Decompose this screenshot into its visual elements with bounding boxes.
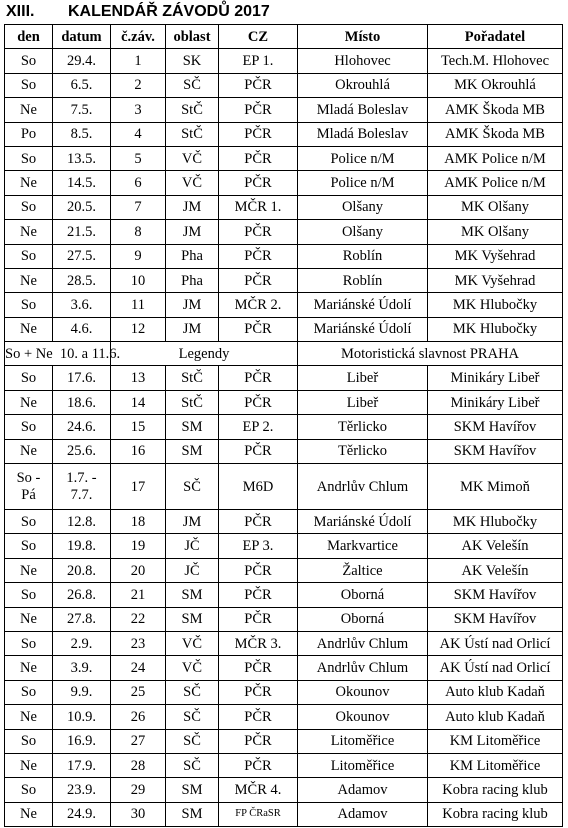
cell-datum: 13.5. (53, 146, 111, 170)
cell-misto: Litoměřice (298, 753, 428, 777)
cell-den: So (5, 680, 53, 704)
cell-cz: PČR (219, 171, 298, 195)
cell-poradatel: SKM Havířov (428, 415, 563, 439)
cell-poradatel: AMK Škoda MB (428, 98, 563, 122)
cell-den: So (5, 195, 53, 219)
cell-den: Ne (5, 753, 53, 777)
cell-misto: Okrouhlá (298, 73, 428, 97)
page-title (6, 1, 270, 23)
cell-den: Ne (5, 98, 53, 122)
table-row (5, 753, 563, 777)
cell-misto: Mariánské Údolí (298, 317, 428, 341)
cell-cislo: 29 (111, 778, 166, 802)
cell-cislo: 2 (111, 73, 166, 97)
column-header-den: den (5, 25, 53, 49)
den-line-1: So - (16, 469, 41, 486)
table-body-part1 (5, 49, 563, 342)
cell-poradatel: AK Velešín (428, 534, 563, 558)
cell-cislo: 5 (111, 146, 166, 170)
cell-datum: 26.8. (53, 583, 111, 607)
cell-cz: PČR (219, 510, 298, 534)
cell-poradatel: AK Ústí nad Orlicí (428, 656, 563, 680)
cell-cz: PČR (219, 146, 298, 170)
cell-poradatel: Auto klub Kadaň (428, 705, 563, 729)
cell-den: So (5, 729, 53, 753)
cell-poradatel: Auto klub Kadaň (428, 680, 563, 704)
cell-cislo: 26 (111, 705, 166, 729)
special-type: Legendy (111, 342, 298, 366)
cell-cz: EP 2. (219, 415, 298, 439)
table-row-tall (5, 464, 563, 510)
table-body-part3 (5, 510, 563, 827)
cell-cislo: 10 (111, 268, 166, 292)
cell-poradatel: Kobra racing klub (428, 802, 563, 826)
cell-poradatel: KM Litoměřice (428, 753, 563, 777)
cell-cislo: 7 (111, 195, 166, 219)
datum-line-1: 1.7. - (66, 469, 97, 486)
cell-datum: 21.5. (53, 220, 111, 244)
cell-misto: Adamov (298, 802, 428, 826)
cell-poradatel: Minikáry Libeř (428, 366, 563, 390)
table-row (5, 220, 563, 244)
column-header-oblast: oblast (166, 25, 219, 49)
cell-cislo: 24 (111, 656, 166, 680)
cell-cz: PČR (219, 317, 298, 341)
cell-datum: 12.8. (53, 510, 111, 534)
cell-oblast: VČ (166, 171, 219, 195)
cell-datum: 3.9. (53, 656, 111, 680)
cell-poradatel: MK Olšany (428, 195, 563, 219)
datum-line-2: 7.7. (70, 486, 93, 503)
cell-cz: PČR (219, 122, 298, 146)
column-header-poradatel: Pořadatel (428, 25, 563, 49)
table-row (5, 729, 563, 753)
cell-cislo: 12 (111, 317, 166, 341)
cell-cislo: 9 (111, 244, 166, 268)
cell-misto: Oborná (298, 607, 428, 631)
race-calendar-table (4, 24, 563, 827)
special-dates: 10. a 11.6. (59, 345, 121, 362)
cell-cislo: 1 (111, 49, 166, 73)
cell-cz: EP 3. (219, 534, 298, 558)
cell-den: So (5, 415, 53, 439)
cell-misto: Těrlicko (298, 415, 428, 439)
cell-poradatel: MK Hlubočky (428, 293, 563, 317)
table-row (5, 510, 563, 534)
cell-datum: 24.6. (53, 415, 111, 439)
cell-oblast: JM (166, 317, 219, 341)
cell-cislo: 27 (111, 729, 166, 753)
cell-cislo: 19 (111, 534, 166, 558)
cell-oblast: Pha (166, 244, 219, 268)
cell-datum: 18.6. (53, 390, 111, 414)
cell-cislo: 20 (111, 558, 166, 582)
cell-datum (53, 464, 111, 510)
cell-oblast: JČ (166, 534, 219, 558)
cell-datum: 23.9. (53, 778, 111, 802)
cell-cz: PČR (219, 583, 298, 607)
table-body-special (5, 342, 563, 366)
cell-misto: Police n/M (298, 171, 428, 195)
cell-cislo: 25 (111, 680, 166, 704)
cell-cislo: 17 (111, 464, 166, 510)
cell-oblast: VČ (166, 631, 219, 655)
cell-cz: PČR (219, 680, 298, 704)
cell-datum: 3.6. (53, 293, 111, 317)
cell-oblast: JČ (166, 558, 219, 582)
cell-misto: Mladá Boleslav (298, 122, 428, 146)
cell-datum: 14.5. (53, 171, 111, 195)
cell-misto: Žaltice (298, 558, 428, 582)
cell-cz: PČR (219, 268, 298, 292)
cell-den: So (5, 631, 53, 655)
special-days: So + Ne (5, 345, 53, 362)
section-number: XIII. (6, 3, 35, 20)
cell-cz: PČR (219, 439, 298, 463)
table-row (5, 390, 563, 414)
table-body-part2 (5, 366, 563, 464)
cell-poradatel: Kobra racing klub (428, 778, 563, 802)
cell-cislo: 21 (111, 583, 166, 607)
cell-misto: Andrlův Chlum (298, 631, 428, 655)
cell-cz: PČR (219, 558, 298, 582)
cell-cz: M6D (219, 464, 298, 510)
cell-cislo: 30 (111, 802, 166, 826)
cell-datum: 7.5. (53, 98, 111, 122)
cell-oblast: StČ (166, 122, 219, 146)
cell-den: Ne (5, 439, 53, 463)
cell-oblast: SM (166, 778, 219, 802)
table-row (5, 534, 563, 558)
table-row-special (5, 342, 563, 366)
cell-cislo: 22 (111, 607, 166, 631)
cell-cislo: 28 (111, 753, 166, 777)
cell-oblast: SČ (166, 705, 219, 729)
cell-oblast: SČ (166, 729, 219, 753)
cell-den: So (5, 146, 53, 170)
table-row (5, 631, 563, 655)
cell-den: Ne (5, 802, 53, 826)
cell-oblast: VČ (166, 656, 219, 680)
cell-datum: 19.8. (53, 534, 111, 558)
cell-oblast: SM (166, 607, 219, 631)
cell-datum: 20.8. (53, 558, 111, 582)
cell-poradatel: Tech.M. Hlohovec (428, 49, 563, 73)
cell-cz: MČR 4. (219, 778, 298, 802)
cell-poradatel: SKM Havířov (428, 439, 563, 463)
table-row (5, 778, 563, 802)
table-row (5, 802, 563, 826)
cell-poradatel: MK Vyšehrad (428, 244, 563, 268)
table-row (5, 293, 563, 317)
cell-misto: Police n/M (298, 146, 428, 170)
cell-datum: 27.8. (53, 607, 111, 631)
special-event: Motoristická slavnost PRAHA (298, 342, 563, 366)
table-row (5, 268, 563, 292)
cell-den: So (5, 778, 53, 802)
table-row (5, 49, 563, 73)
table-row (5, 195, 563, 219)
table-row (5, 705, 563, 729)
table-row (5, 558, 563, 582)
cell-cz: MČR 1. (219, 195, 298, 219)
cell-oblast: SM (166, 802, 219, 826)
table-row (5, 146, 563, 170)
cell-poradatel: MK Hlubočky (428, 510, 563, 534)
cell-den: So (5, 244, 53, 268)
cell-cislo: 16 (111, 439, 166, 463)
cell-datum: 29.4. (53, 49, 111, 73)
cell-oblast: SM (166, 415, 219, 439)
cell-cislo: 6 (111, 171, 166, 195)
cell-oblast: SČ (166, 753, 219, 777)
column-header-datum: datum (53, 25, 111, 49)
cell-misto: Oborná (298, 583, 428, 607)
column-header-cislo: č.záv. (111, 25, 166, 49)
cell-misto: Libeř (298, 366, 428, 390)
cell-oblast: SČ (166, 680, 219, 704)
cell-datum: 28.5. (53, 268, 111, 292)
cell-cz: PČR (219, 98, 298, 122)
cell-poradatel: MK Mimoň (428, 464, 563, 510)
cell-oblast: SM (166, 583, 219, 607)
cell-cz: PČR (219, 729, 298, 753)
cell-misto: Roblín (298, 244, 428, 268)
cell-misto: Okounov (298, 680, 428, 704)
cell-datum: 17.9. (53, 753, 111, 777)
cell-misto: Adamov (298, 778, 428, 802)
cell-cislo: 11 (111, 293, 166, 317)
cell-den: Ne (5, 390, 53, 414)
cell-den: Ne (5, 607, 53, 631)
cell-misto: Hlohovec (298, 49, 428, 73)
cell-cislo: 8 (111, 220, 166, 244)
cell-misto: Andrlův Chlum (298, 464, 428, 510)
cell-oblast: StČ (166, 366, 219, 390)
cell-poradatel: SKM Havířov (428, 583, 563, 607)
table-row (5, 415, 563, 439)
cell-den: So (5, 293, 53, 317)
cell-oblast: JM (166, 510, 219, 534)
cell-oblast: SK (166, 49, 219, 73)
calendar-title: KALENDÁŘ ZÁVODŮ 2017 (68, 3, 270, 20)
cell-poradatel: MK Hlubočky (428, 317, 563, 341)
cell-poradatel: SKM Havířov (428, 607, 563, 631)
table-row (5, 656, 563, 680)
cell-oblast: JM (166, 195, 219, 219)
cell-poradatel: MK Vyšehrad (428, 268, 563, 292)
cell-cz: MČR 3. (219, 631, 298, 655)
table-row (5, 317, 563, 341)
cell-misto: Litoměřice (298, 729, 428, 753)
cell-oblast: SČ (166, 464, 219, 510)
cell-misto: Markvartice (298, 534, 428, 558)
table-row (5, 98, 563, 122)
den-line-2: Pá (21, 486, 36, 503)
table-row (5, 439, 563, 463)
cell-cz: PČR (219, 705, 298, 729)
cell-misto: Těrlicko (298, 439, 428, 463)
cell-den: Ne (5, 171, 53, 195)
cell-misto: Andrlův Chlum (298, 656, 428, 680)
cell-den: Ne (5, 558, 53, 582)
cell-cz: MČR 2. (219, 293, 298, 317)
cell-den (5, 464, 53, 510)
cell-den: So (5, 366, 53, 390)
cell-cz: FP ČRaSR (219, 802, 298, 826)
cell-cislo: 4 (111, 122, 166, 146)
cell-datum: 16.9. (53, 729, 111, 753)
cell-cz: PČR (219, 73, 298, 97)
cell-oblast: StČ (166, 390, 219, 414)
column-header-cz: CZ (219, 25, 298, 49)
header-row (5, 25, 563, 49)
table-row (5, 680, 563, 704)
table-row (5, 122, 563, 146)
cell-cz: PČR (219, 220, 298, 244)
cell-poradatel: AMK Police n/M (428, 171, 563, 195)
cell-den: Ne (5, 317, 53, 341)
cell-poradatel: AK Velešín (428, 558, 563, 582)
cell-misto: Roblín (298, 268, 428, 292)
cell-cz: PČR (219, 366, 298, 390)
cell-den: So (5, 534, 53, 558)
cell-oblast: SM (166, 439, 219, 463)
cell-cz: PČR (219, 607, 298, 631)
cell-cz: PČR (219, 244, 298, 268)
cell-cislo: 18 (111, 510, 166, 534)
cell-den: So (5, 49, 53, 73)
cell-poradatel: AMK Škoda MB (428, 122, 563, 146)
cell-datum: 9.9. (53, 680, 111, 704)
cell-oblast: VČ (166, 146, 219, 170)
cell-poradatel: MK Olšany (428, 220, 563, 244)
table-body-tall (5, 464, 563, 510)
cell-misto: Mladá Boleslav (298, 98, 428, 122)
cell-oblast: JM (166, 293, 219, 317)
cell-poradatel: AMK Police n/M (428, 146, 563, 170)
cell-cz: EP 1. (219, 49, 298, 73)
cell-misto: Okounov (298, 705, 428, 729)
table-row (5, 171, 563, 195)
cell-den: Ne (5, 268, 53, 292)
cell-poradatel: KM Litoměřice (428, 729, 563, 753)
table-row (5, 73, 563, 97)
cell-misto: Olšany (298, 220, 428, 244)
cell-den: Ne (5, 220, 53, 244)
cell-datum: 8.5. (53, 122, 111, 146)
cell-datum: 27.5. (53, 244, 111, 268)
cell-den: So (5, 510, 53, 534)
cell-cislo: 23 (111, 631, 166, 655)
cell-cz: PČR (219, 753, 298, 777)
cell-cz: PČR (219, 656, 298, 680)
cell-oblast: SČ (166, 73, 219, 97)
cell-misto: Mariánské Údolí (298, 293, 428, 317)
table-row (5, 244, 563, 268)
cell-cislo: 13 (111, 366, 166, 390)
cell-misto: Libeř (298, 390, 428, 414)
cell-den: Ne (5, 705, 53, 729)
cell-poradatel: Minikáry Libeř (428, 390, 563, 414)
cell-datum: 2.9. (53, 631, 111, 655)
cell-poradatel: MK Okrouhlá (428, 73, 563, 97)
cell-misto: Mariánské Údolí (298, 510, 428, 534)
cell-oblast: Pha (166, 268, 219, 292)
cell-cz: PČR (219, 390, 298, 414)
cell-den: So (5, 73, 53, 97)
cell-cislo: 15 (111, 415, 166, 439)
cell-datum: 4.6. (53, 317, 111, 341)
cell-poradatel: AK Ústí nad Orlicí (428, 631, 563, 655)
column-header-misto: Místo (298, 25, 428, 49)
cell-cislo: 14 (111, 390, 166, 414)
cell-datum: 24.9. (53, 802, 111, 826)
cell-oblast: StČ (166, 98, 219, 122)
table-row (5, 366, 563, 390)
cell-datum: 25.6. (53, 439, 111, 463)
cell-cislo: 3 (111, 98, 166, 122)
cell-datum: 20.5. (53, 195, 111, 219)
cell-datum: 10.9. (53, 705, 111, 729)
cell-den: Po (5, 122, 53, 146)
cell-den: Ne (5, 656, 53, 680)
cell-oblast: JM (166, 220, 219, 244)
cell-misto: Olšany (298, 195, 428, 219)
cell-datum: 17.6. (53, 366, 111, 390)
cell-den: So (5, 583, 53, 607)
table-row (5, 607, 563, 631)
table-row (5, 583, 563, 607)
special-days-dates (5, 342, 121, 366)
cell-datum: 6.5. (53, 73, 111, 97)
